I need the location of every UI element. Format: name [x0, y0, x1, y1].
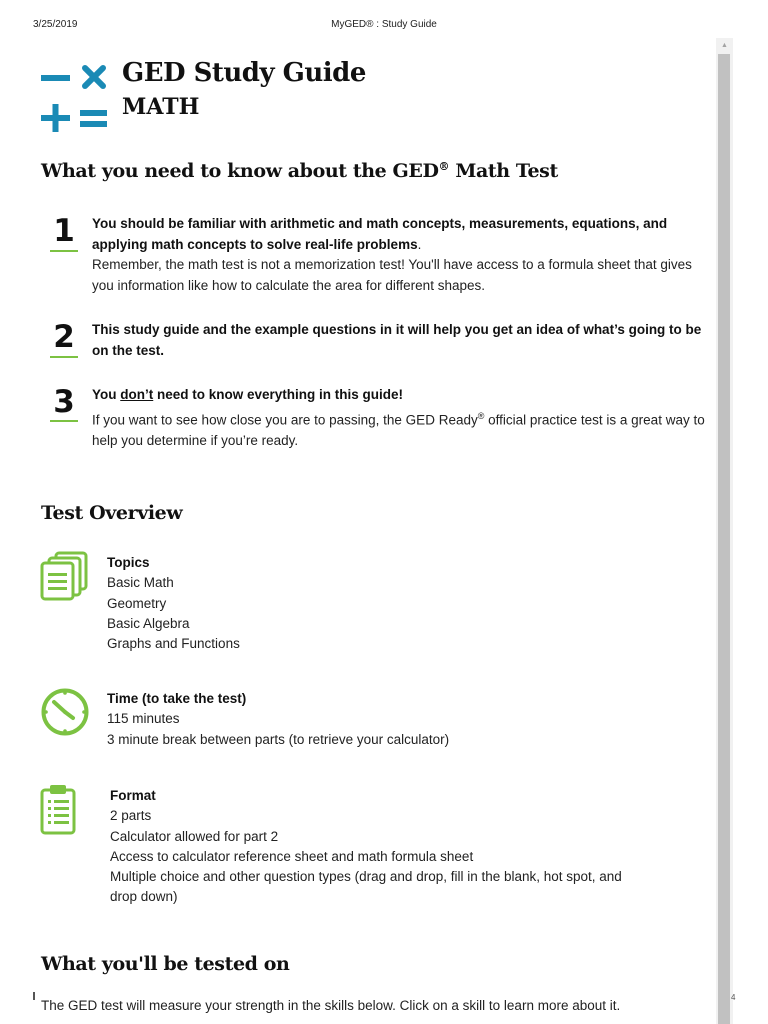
print-date: 3/25/2019: [33, 19, 78, 30]
section-heading-tested-on: What you'll be tested on: [41, 953, 290, 975]
step-text: You don’t need to know everything in this guide! If you want to see how close you are to passing, the GED Ready® official practice test is a great way to help you determine if you’re ready.: [92, 387, 705, 448]
clipboard-icon: [40, 783, 76, 835]
tested-section-intro: The GED test will measure your strength in the skills below. Click on a skill to learn more about it.: [41, 998, 621, 1013]
page-edge-mark: [33, 992, 35, 1000]
overview-format: Format 2 parts Calculator allowed for part 2 Access to calculator reference sheet and math formula sheet Multiple choice and other question types (drag and drop, fill in the blank, hot spot, and drop down): [110, 788, 622, 905]
guide-subtitle: MATH: [122, 94, 200, 120]
vertical-scrollbar[interactable]: [716, 38, 736, 1024]
documents-icon: [40, 551, 90, 601]
overview-topics: Topics Basic Math Geometry Basic Algebra Graphs and Functions: [107, 555, 240, 652]
step-underline: [50, 356, 78, 358]
overview-time: Time (to take the test) 115 minutes 3 minute break between parts (to retrieve your calculator): [107, 691, 450, 747]
step-number: 3: [53, 384, 75, 420]
clock-icon: [40, 687, 90, 737]
scroll-thumb[interactable]: [718, 54, 730, 1024]
section-heading-need-to-know: What you need to know about the GED® Math Test: [41, 160, 558, 182]
step-number: 1: [53, 213, 75, 249]
step-text: You should be familiar with arithmetic and math concepts, measurements, equations, and applying math concepts to solve real-life problems. Remember, the math test is not a memorization test! You'll have access to a formula sheet that gives you information like how to calculate the area for different shapes.: [92, 216, 692, 293]
scroll-up-arrow-icon[interactable]: ▲: [721, 42, 728, 49]
step-text: This study guide and the example questions in it will help you get an idea of what’s going to be on the test.: [92, 322, 702, 358]
guide-title: GED Study Guide: [122, 58, 366, 88]
print-page-title: MyGED® : Study Guide: [331, 19, 437, 30]
step-underline: [50, 420, 78, 422]
page-edge-mark: 4: [731, 993, 736, 1002]
step-underline: [50, 250, 78, 252]
step-number: 2: [53, 319, 75, 355]
section-heading-test-overview: Test Overview: [41, 502, 183, 524]
math-symbols-logo-icon: [40, 62, 110, 134]
